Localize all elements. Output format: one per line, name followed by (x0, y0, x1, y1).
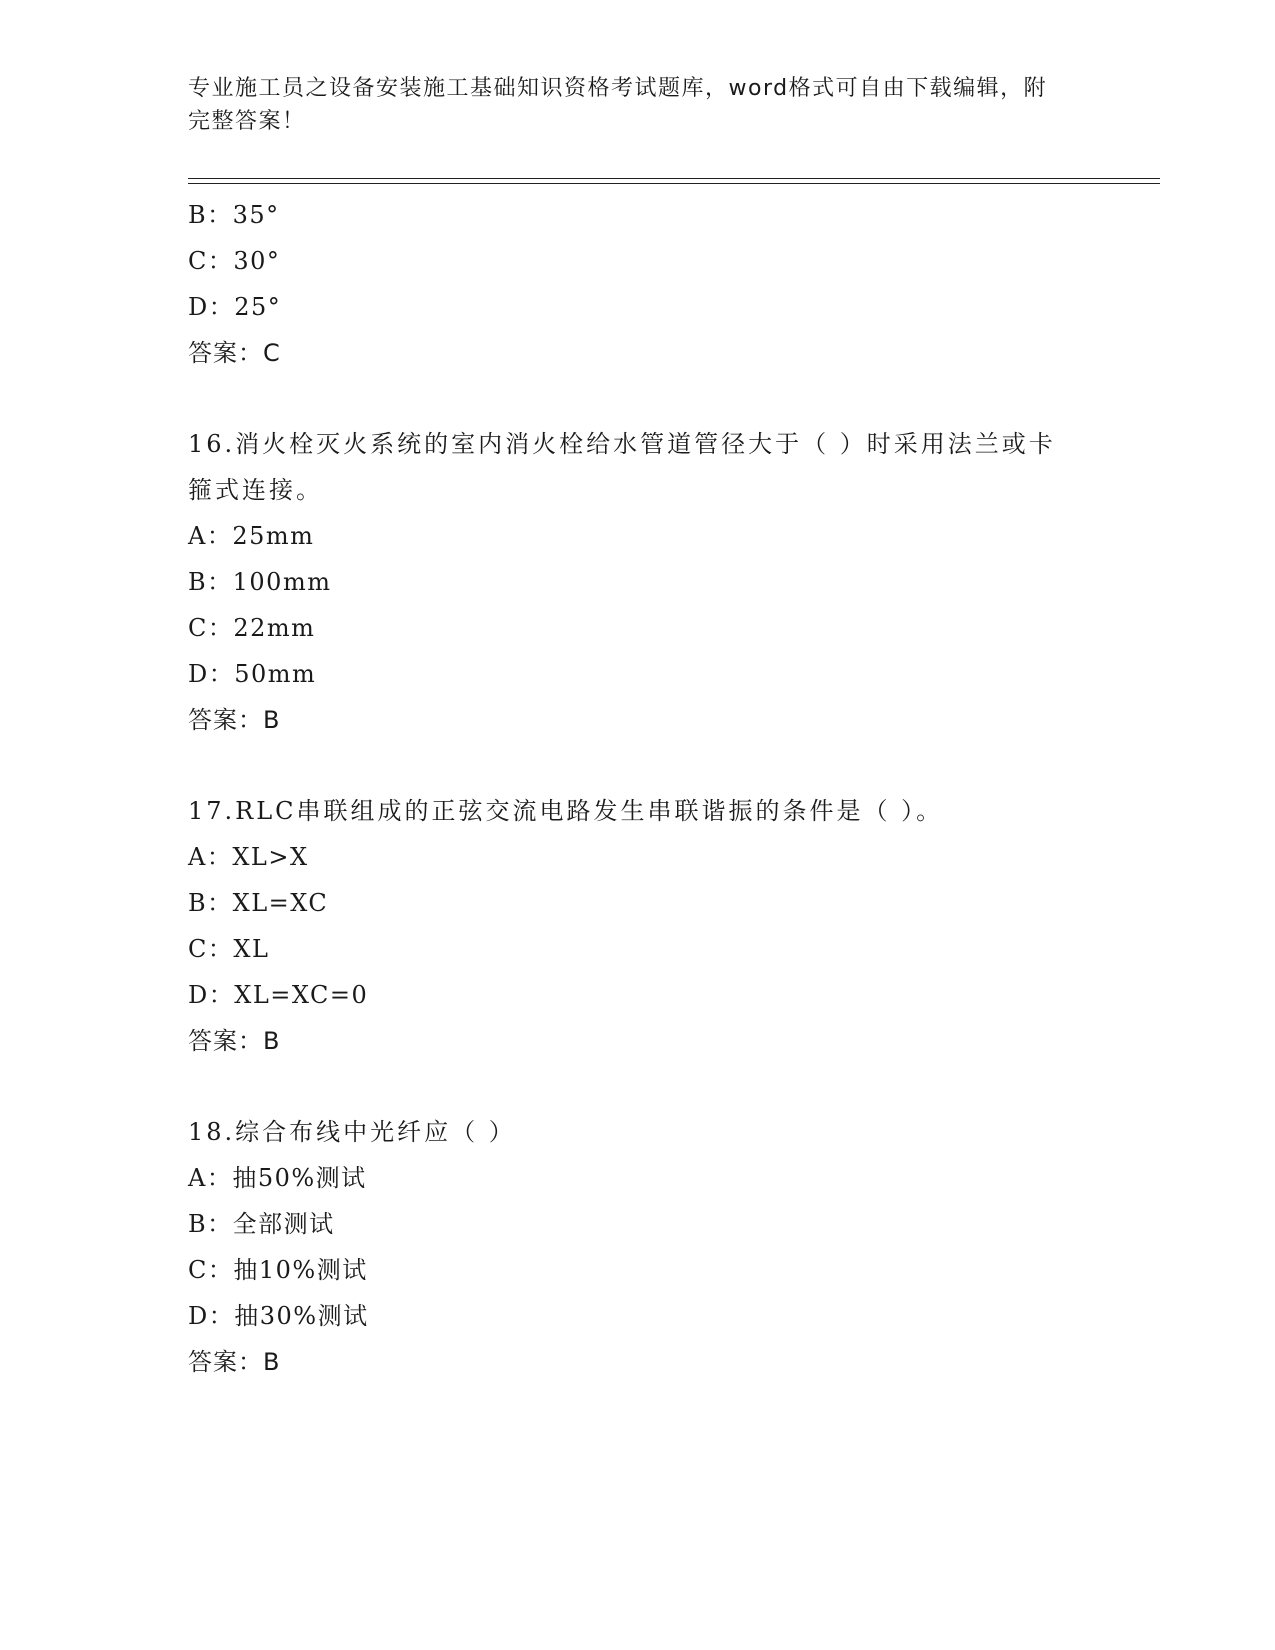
spacer (188, 743, 1088, 788)
answer: 答案：B (188, 1027, 281, 1055)
option-d: D：50mm (188, 660, 317, 688)
option-a: A：25mm (188, 522, 315, 550)
option-b: B：XL=XC (188, 889, 329, 917)
option-a: A：抽50%测试 (188, 1164, 367, 1192)
option-d: D：抽30%测试 (188, 1302, 369, 1330)
option-b: B：100mm (188, 568, 332, 596)
option-c: C：抽10%测试 (188, 1256, 368, 1284)
question-18 (188, 1109, 1088, 1385)
question-stem: 16.消火栓灭火系统的室内消火栓给水管道管径大于（ ）时采用法兰或卡箍式连接。 (188, 430, 1056, 504)
header-divider-bottom (188, 183, 1160, 184)
document-header (188, 72, 1068, 138)
option-d: D：XL=XC=0 (188, 981, 369, 1009)
question-16 (188, 421, 1088, 743)
question-stem: 17.RLC串联组成的正弦交流电路发生串联谐振的条件是（ ）。 (188, 797, 944, 825)
question-17 (188, 788, 1088, 1064)
header-divider-top (188, 178, 1160, 179)
option-a: A：XL>X (188, 843, 309, 871)
option-b: B：35° (188, 201, 280, 229)
header-title: 专业施工员之设备安装施工基础知识资格考试题库，word格式可自由下载编辑，附完整答案！ (188, 76, 1048, 134)
option-c: C：30° (188, 247, 281, 275)
spacer (188, 1064, 1088, 1109)
question-list (188, 192, 1088, 1385)
option-b: B：全部测试 (188, 1210, 335, 1238)
question-15-partial (188, 192, 1088, 376)
option-d: D：25° (188, 293, 282, 321)
question-stem: 18.综合布线中光纤应（ ） (188, 1118, 516, 1146)
answer: 答案：B (188, 1348, 281, 1376)
answer: 答案：C (188, 339, 281, 367)
option-c: C：22mm (188, 614, 316, 642)
answer: 答案：B (188, 706, 281, 734)
option-c: C：XL (188, 935, 270, 963)
spacer (188, 376, 1088, 421)
